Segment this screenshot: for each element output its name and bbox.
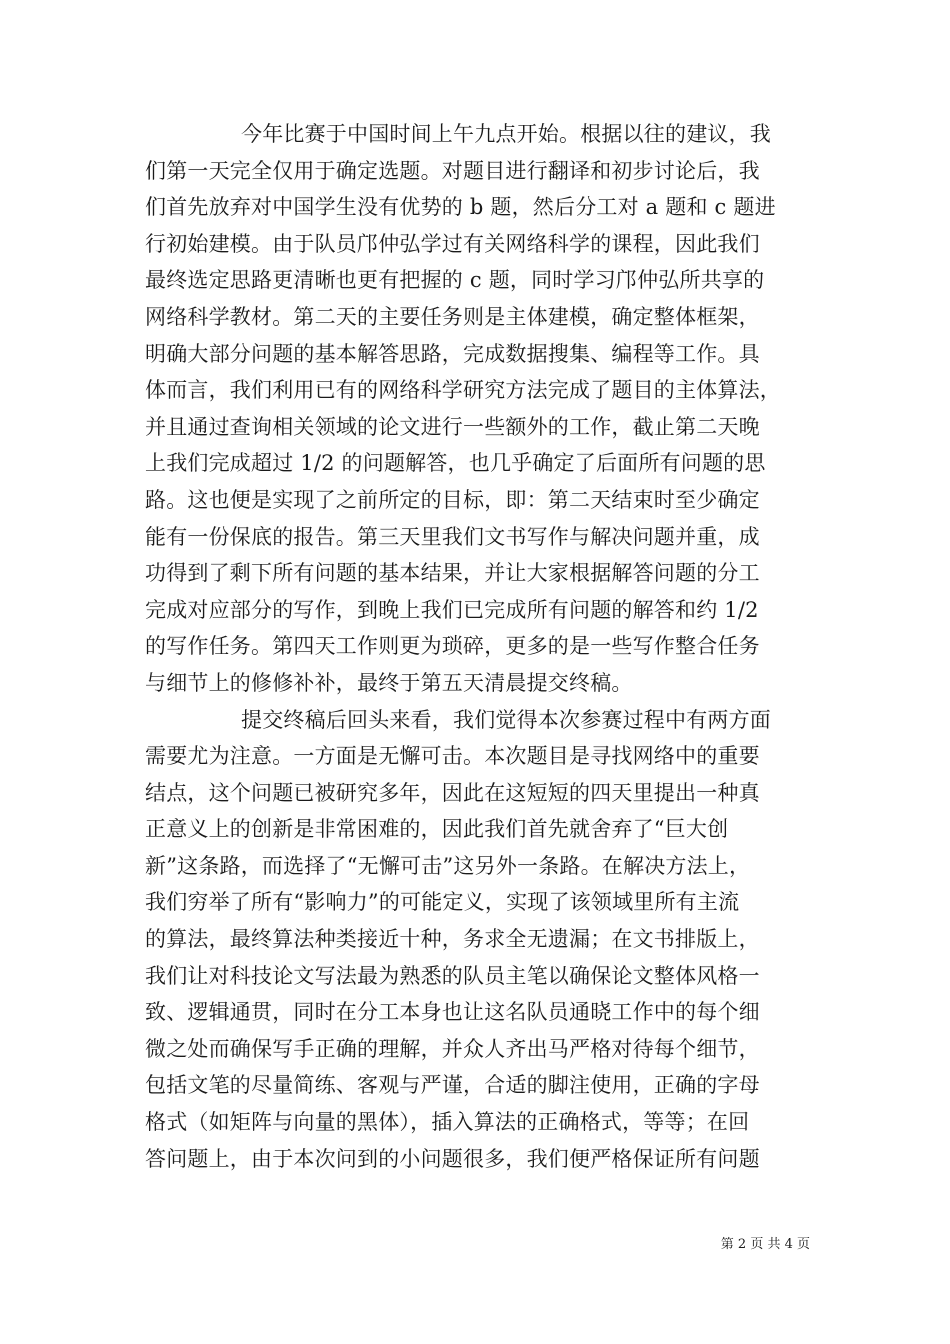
paragraph-2-line: 的算法，最终算法种类接近十种，务求全无遗漏；在文书排版上， bbox=[145, 927, 760, 952]
paragraph-2-line: 需要尤为注意。一方面是无懈可击。本次题目是寻找网络中的重要 bbox=[145, 744, 760, 769]
paragraph-1-line: 体而言，我们利用已有的网络科学研究方法完成了题目的主体算法， bbox=[145, 378, 781, 403]
paragraph-1-line: 功得到了剩下所有问题的基本结果，并让大家根据解答问题的分工 bbox=[145, 561, 760, 586]
paragraph-2-line: 正意义上的创新是非常困难的，因此我们首先就舍弃了“巨大创 bbox=[145, 817, 729, 842]
page-number-footer: 第 2 页 共 4 页 bbox=[720, 1237, 810, 1252]
paragraph-2-line: 格式（如矩阵与向量的黑体），插入算法的正确格式，等等；在回 bbox=[145, 1110, 750, 1135]
paragraph-2-line: 提交终稿后回头来看，我们觉得本次参赛过程中有两方面 bbox=[241, 707, 771, 732]
paragraph-2-line: 致、逻辑通贯，同时在分工本身也让这名队员通晓工作中的每个细 bbox=[145, 1000, 760, 1025]
paragraph-1-line: 上我们完成超过 1/2 的问题解答，也几乎确定了后面所有问题的思 bbox=[145, 451, 766, 476]
paragraph-1-line: 行初始建模。由于队员邝仲弘学过有关网络科学的课程，因此我们 bbox=[145, 231, 760, 256]
paragraph-1-line: 与细节上的修修补补，最终于第五天清晨提交终稿。 bbox=[145, 670, 633, 695]
paragraph-1-line: 完成对应部分的写作，到晚上我们已完成所有问题的解答和约 1/2 bbox=[145, 597, 759, 622]
paragraph-1-line: 们第一天完全仅用于确定选题。对题目进行翻译和初步讨论后，我 bbox=[145, 158, 760, 183]
paragraph-1-line: 们首先放弃对中国学生没有优势的 b 题，然后分工对 a 题和 c 题进 bbox=[145, 195, 776, 220]
paragraph-1-line: 网络科学教材。第二天的主要任务则是主体建模，确定整体框架， bbox=[145, 304, 760, 329]
paragraph-2-line: 结点，这个问题已被研究多年，因此在这短短的四天里提出一种真 bbox=[145, 780, 760, 805]
paragraph-1-line: 明确大部分问题的基本解答思路，完成数据搜集、编程等工作。具 bbox=[145, 341, 760, 366]
paragraph-1-line: 能有一份保底的报告。第三天里我们文书写作与解决问题并重，成 bbox=[145, 524, 760, 549]
body-text bbox=[145, 116, 807, 1177]
paragraph-2-line: 答问题上，由于本次问到的小问题很多，我们便严格保证所有问题 bbox=[145, 1146, 760, 1171]
paragraph-1-line: 并且通过查询相关领域的论文进行一些额外的工作，截止第二天晚 bbox=[145, 414, 760, 439]
paragraph-1-line: 路。这也便是实现了之前所定的目标，即：第二天结束时至少确定 bbox=[145, 487, 760, 512]
paragraph-1-line: 的写作任务。第四天工作则更为琐碎，更多的是一些写作整合任务 bbox=[145, 634, 760, 659]
paragraph-2-line: 新”这条路，而选择了“无懈可击”这另外一条路。在解决方法上， bbox=[145, 853, 751, 878]
paragraph-1-line: 最终选定思路更清晰也更有把握的 c 题，同时学习邝仲弘所共享的 bbox=[145, 268, 765, 293]
paragraph-2-line: 我们穷举了所有“影响力”的可能定义，实现了该领域里所有主流 bbox=[145, 890, 740, 915]
paragraph-2-line: 微之处而确保写手正确的理解，并众人齐出马严格对待每个细节， bbox=[145, 1036, 760, 1061]
paragraph-1-line: 今年比赛于中国时间上午九点开始。根据以往的建议，我 bbox=[241, 122, 771, 146]
paragraph-2-line: 我们让对科技论文写法最为熟悉的队员主笔以确保论文整体风格一 bbox=[145, 963, 760, 988]
paragraph-2-line: 包括文笔的尽量简练、客观与严谨，合适的脚注使用，正确的字母 bbox=[145, 1073, 760, 1098]
